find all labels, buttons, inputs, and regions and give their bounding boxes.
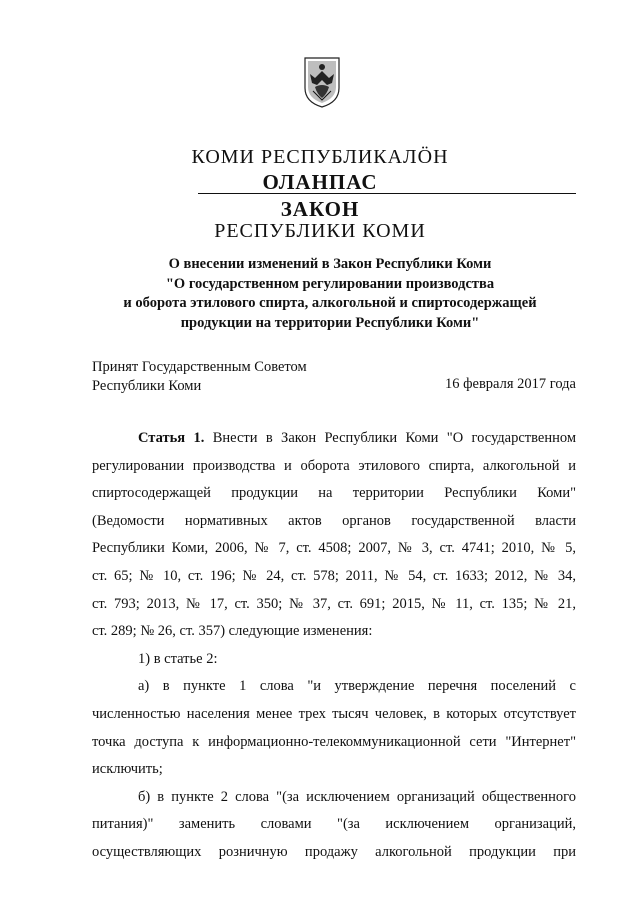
article-line: спиртосодержащей продукции на территории Республики Коми" xyxy=(92,485,576,502)
item-a-line: а) в пункте 1 слова "и утверждение перечня поселений с xyxy=(138,678,576,695)
article-line: ст. 289; № 26, ст. 357) следующие изменения: xyxy=(92,623,373,640)
article-body xyxy=(92,425,576,867)
law-title-line: продукции на территории Республики Коми" xyxy=(180,314,480,331)
adopted-by-line: Принят Государственным Советом xyxy=(92,359,307,375)
article-first-line-text: Внести в Закон Республики Коми "О государственном xyxy=(212,430,576,446)
item-b-line: б) в пункте 2 слова "(за исключением организаций общественного xyxy=(138,788,576,805)
item-a-line: численностью населения менее трех тысяч человек, в которых отсутствует xyxy=(92,705,576,722)
adopted-by xyxy=(92,358,307,396)
item-a-line: точка доступа к информационно-телекоммуникационной сети "Интернет" xyxy=(92,733,576,750)
adopted-by-line: Республики Коми xyxy=(92,378,202,394)
header-komi-republikalon: КОМИ РЕСПУБЛИКАЛӦН xyxy=(191,146,449,168)
law-title-line: "О государственном регулировании производства xyxy=(165,275,495,292)
article-line: (Ведомости нормативных актов органов государственной власти xyxy=(92,512,576,529)
header-divider xyxy=(198,193,576,194)
law-title-line: О внесении изменений в Закон Республики Коми xyxy=(168,256,492,272)
article-line: ст. 793; 2013, № 17, ст. 350; № 37, ст. 691; 2015, № 11, ст. 135; № 21, xyxy=(92,595,576,612)
article-line: Республики Коми, 2006, № 7, ст. 4508; 2007, № 3, ст. 4741; 2010, № 5, xyxy=(92,540,576,557)
article-label: Статья 1. xyxy=(138,430,205,446)
article-line: регулировании производства и оборота этилового спирта, алкогольной и xyxy=(92,457,576,474)
item-1: 1) в статье 2: xyxy=(138,650,218,667)
item-a-line: исключить; xyxy=(92,761,163,778)
header-respubliki-komi: РЕСПУБЛИКИ КОМИ xyxy=(214,220,426,242)
header-zakon: ЗАКОН xyxy=(280,197,360,221)
coat-of-arms-emblem xyxy=(303,56,341,108)
article-first-line xyxy=(92,425,576,453)
header-olanpas: ОЛАНПАС xyxy=(262,170,378,194)
adoption-date: 16 февраля 2017 года xyxy=(444,376,576,392)
law-title xyxy=(90,255,570,333)
article-line: ст. 65; № 10, ст. 196; № 24, ст. 578; 2011, № 54, ст. 1633; 2012, № 34, xyxy=(92,567,576,584)
item-b-line: питания)" заменить словами "(за исключением организаций, xyxy=(92,816,576,833)
item-b-line: осуществляющих розничную продажу алкогольной продукции при xyxy=(92,843,576,860)
law-title-line: и оборота этилового спирта, алкогольной и спиртосодержащей xyxy=(123,295,537,311)
